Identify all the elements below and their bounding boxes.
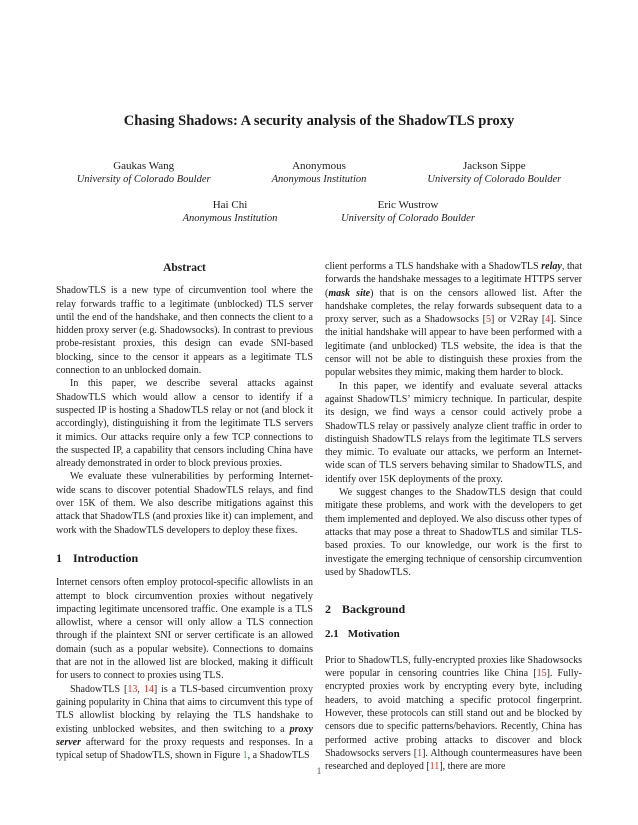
- citation-link[interactable]: 1: [417, 747, 423, 759]
- author-affiliation: University of Colorado Boulder: [427, 174, 562, 185]
- author-row-2: [56, 199, 582, 225]
- author-block: [407, 160, 582, 186]
- page-number: 1: [316, 767, 322, 777]
- citation-link[interactable]: 11: [429, 761, 440, 773]
- body-paragraph: [325, 654, 582, 774]
- text-run: We evaluate these vulnerabilities by performing Internet-wide scans to discover potential ShadowTLS relays, and find over 15K of them. We also describe mitigations against this attack that ShadowTLS (and proxies like it) can implement, and work with the ShadowTLS developers to deploy these fixes.: [56, 471, 313, 536]
- text-run: Prior to ShadowTLS, fully-encrypted proxies like Shadowsocks were popular in censoring countries like China [: [325, 654, 582, 680]
- author-block: [56, 160, 231, 186]
- body-paragraph-continuation: [325, 260, 582, 380]
- text-run: ]. Although countermeasures have been researched and deployed [: [325, 747, 582, 773]
- text-run: We suggest changes to the ShadowTLS design that could mitigate these problems, and work with the developers to get them implemented and deployed. We also discuss other types of attacks that may pose a threat to ShadowTLS and similar TLS-based proxies. To our knowledge, our work is the first to investigate the emerging technique of censorship circumvention used by ShadowTLS.: [325, 487, 582, 578]
- right-column: [325, 260, 582, 773]
- author-name: Anonymous: [292, 160, 346, 172]
- abstract-paragraph: [56, 377, 313, 470]
- body-paragraph: [56, 576, 313, 682]
- author-affiliation: University of Colorado Boulder: [76, 174, 211, 185]
- author-block: [141, 199, 319, 225]
- citation-link[interactable]: 5: [485, 314, 491, 326]
- emphasis-text: relay: [541, 261, 562, 272]
- body-paragraph: [325, 380, 582, 486]
- text-run: afterward for the proxy requests and responses. In a typical setup of ShadowTLS, shown in Figure: [56, 736, 313, 762]
- section-1-heading: [56, 552, 313, 565]
- section-title: Introduction: [73, 550, 139, 565]
- emphasis-text: mask site: [328, 287, 371, 299]
- abstract-heading: Abstract: [163, 262, 206, 274]
- section-number: 2: [325, 602, 331, 617]
- emphasis-text: proxy server: [56, 723, 313, 748]
- figure-reference[interactable]: 1: [242, 750, 248, 762]
- author-name: Gaukas Wang: [113, 160, 175, 172]
- author-affiliation: University of Colorado Boulder: [341, 213, 475, 224]
- author-affiliation: Anonymous Institution: [182, 213, 278, 224]
- section-title: Background: [342, 602, 406, 617]
- text-run: Internet censors often employ protocol-specific allowlists in an attempt to block circumvention proxies without negatively impacting legitimate uncensored traffic. One example is a TLS allowlist, where a censor will only allow a TLS connection through if the plaintext SNI or server certificate is an allowed domain (such as a popular website). Connections to domains that are not in the allowed list are blocked, making it difficult for users to connect to proxies using TLS.: [56, 577, 313, 682]
- text-run: ]. Since the initial handshake will appear to have been performed with a legitimate (and unblocked) TLS website, the idea is that the censor will not be able to distinguish these proxies from the popular websites they mimic, making them harder to block.: [325, 314, 583, 379]
- text-run: ] or V2Ray [: [490, 314, 546, 326]
- abstract-paragraph: [56, 470, 313, 536]
- subsection-number: 2.1: [325, 628, 339, 641]
- text-run: ShadowTLS [: [70, 683, 128, 695]
- citation-link[interactable]: 15: [536, 668, 547, 680]
- left-column: [56, 260, 313, 762]
- text-run: , a ShadowTLS: [247, 750, 310, 762]
- body-paragraph: [325, 486, 582, 579]
- section-2-heading: [325, 603, 582, 616]
- author-name: Jackson Sippe: [463, 160, 526, 172]
- author-affiliation: Anonymous Institution: [271, 174, 367, 185]
- text-run: ) that is on the censors allowed list. After the handshake completes, the relay forwards subsequent data to a proxy server, such as a Shadowsocks [: [325, 287, 582, 326]
- text-run: ]. Fully-encrypted proxies work by encrypting every byte, including headers, to avoid matching a specific protocol fingerprint. However, these protocols can still stand out and be blocked by censors due to specific patterns/behaviors. Recently, China has performed active probing attacks to discover and block Shadowsocks servers [: [325, 668, 583, 759]
- paper-title: Chasing Shadows: A security analysis of the ShadowTLS proxy: [123, 113, 515, 129]
- text-run: In this paper, we describe several attacks against ShadowTLS which would allow a censor to identify if a suspected IP is hosting a ShadowTLS relay or not (and block it accordingly), distinguishing it from the legitimate TLS servers it mimics. Our attacks require only a few TCP connections to the suspected IP, a capability that censors including China have already demonstrated in order to block previous proxies.: [56, 378, 313, 470]
- subsection-2-1-heading: [325, 628, 582, 641]
- abstract-paragraph: [56, 284, 313, 377]
- text-run: In this paper, we identify and evaluate several attacks against ShadowTLS’ mimicry technique. In particular, despite its design, we find ways a censor could actively probe a ShadowTLS relay or passively analyze client traffic in order to distinguish ShadowTLS relays from the legitimate TLS servers they mimic. To evaluate our attacks, we perform an Internet-wide scan of TLS servers behaving similar to ShadowTLS, and identify over 15K deployments of the proxy.: [325, 380, 582, 485]
- citation-link[interactable]: 13: [127, 683, 138, 695]
- citation-link[interactable]: 14: [143, 683, 154, 695]
- author-name: Hai Chi: [212, 199, 248, 211]
- text-run: ], there are more: [439, 761, 506, 773]
- text-run: ,: [137, 683, 144, 695]
- text-run: ShadowTLS is a new type of circumvention tool where the relay forwards traffic to a legitimate (unblocked) TLS server until the end of the handshake, and then connects the client to a hidden proxy server (e.g. Shadowsocks). In contrast to previous probe-resistant proxies, this design can evade SNI-based blocking, since to the censor it appears as a legitimate TLS connection to an unblocked domain.: [56, 285, 313, 377]
- author-block: [319, 199, 497, 225]
- text-run: , that forwards the handshake messages to a legitimate HTTPS server (: [325, 261, 582, 299]
- section-number: 1: [56, 550, 62, 565]
- author-row-1: [56, 160, 582, 186]
- text-run: ] is a TLS-based circumvention proxy gaining popularity in China that aims to circumvent this type of TLS allowlist blocking by relaying the TLS handshake to existing unblocked websites, and then switching to a: [56, 683, 313, 735]
- text-run: client performs a TLS handshake with a ShadowTLS: [325, 261, 542, 272]
- subsection-title: Motivation: [347, 628, 400, 641]
- body-paragraph: [56, 683, 313, 763]
- citation-link[interactable]: 4: [545, 314, 551, 326]
- author-block: [231, 160, 406, 186]
- author-name: Eric Wustrow: [377, 199, 439, 211]
